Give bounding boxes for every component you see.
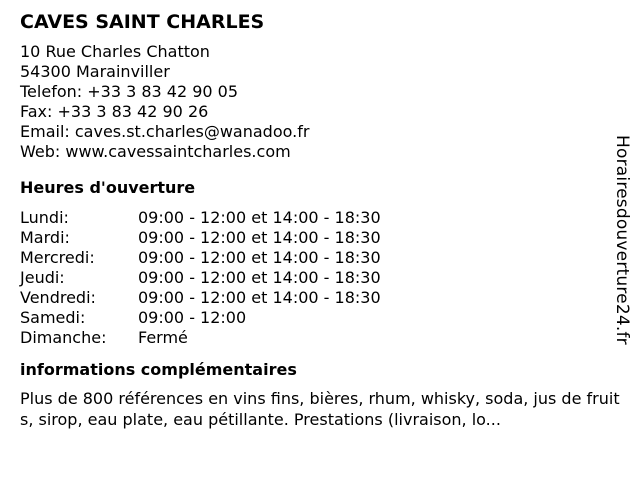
hours-row-friday [20, 288, 610, 308]
info-description: Plus de 800 références en vins fins, bières, rhum, whisky, soda, jus de fruits, sirop, eau plate, eau pétillante. Prestations (livraison, lo... [20, 389, 620, 429]
site-watermark: Horairesdouverture24.fr [612, 135, 632, 345]
store-card [20, 10, 620, 430]
info-heading: informations complémentaires [20, 360, 297, 379]
hours-day: Samedi: [20, 308, 86, 327]
hours-time: 09:00 - 12:00 et 14:00 - 18:30 [138, 288, 381, 307]
hours-row-thursday [20, 268, 610, 288]
hours-time: 09:00 - 12:00 et 14:00 - 18:30 [138, 248, 381, 267]
address-line-2: 54300 Marainviller [20, 62, 170, 81]
store-name: CAVES SAINT CHARLES [20, 11, 265, 33]
phone-line: Telefon: +33 3 83 42 90 05 [20, 82, 239, 101]
hours-day: Dimanche: [20, 328, 107, 347]
hours-heading: Heures d'ouverture [20, 178, 196, 197]
hours-time: 09:00 - 12:00 et 14:00 - 18:30 [138, 228, 381, 247]
hours-day: Jeudi: [20, 268, 65, 287]
hours-table [20, 208, 610, 348]
hours-day: Lundi: [20, 208, 69, 227]
hours-time: Fermé [138, 328, 188, 347]
hours-time: 09:00 - 12:00 et 14:00 - 18:30 [138, 208, 381, 227]
hours-day: Vendredi: [20, 288, 96, 307]
hours-row-monday [20, 208, 610, 228]
web-line: Web: www.cavessaintcharles.com [20, 142, 291, 161]
hours-day: Mardi: [20, 228, 70, 247]
hours-row-sunday [20, 328, 610, 348]
hours-day: Mercredi: [20, 248, 95, 267]
hours-row-wednesday [20, 248, 610, 268]
fax-line: Fax: +33 3 83 42 90 26 [20, 102, 209, 121]
address-line-1: 10 Rue Charles Chatton [20, 42, 210, 61]
hours-row-saturday [20, 308, 610, 328]
hours-row-tuesday [20, 228, 610, 248]
hours-time: 09:00 - 12:00 [138, 308, 247, 327]
email-line: Email: caves.st.charles@wanadoo.fr [20, 122, 310, 141]
hours-time: 09:00 - 12:00 et 14:00 - 18:30 [138, 268, 381, 287]
